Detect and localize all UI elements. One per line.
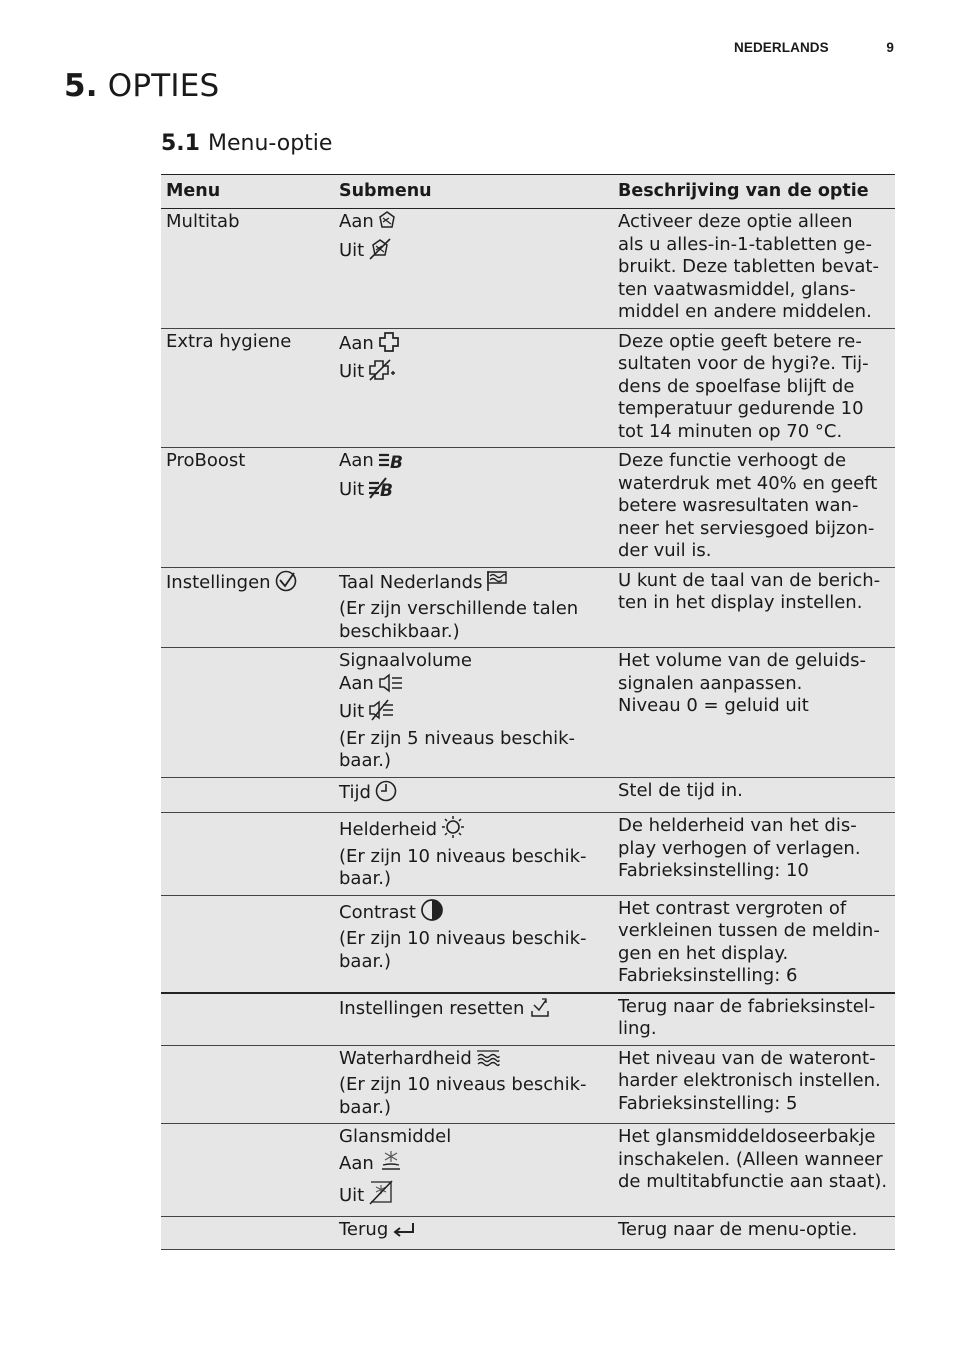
- submenu-cell: [334, 448, 613, 568]
- submenu-text: Instellingen resetten: [339, 997, 525, 1019]
- submenu-text: Signaalvolume: [339, 650, 473, 671]
- description-line: de multitabfunctie aan staat).: [618, 1171, 888, 1192]
- description-line: Fabrieksinstelling: 5: [618, 1092, 798, 1114]
- submenu-text: Aan: [339, 211, 374, 232]
- description-line: betere wasresultaten wan-: [618, 495, 859, 516]
- description-line: Terug naar de fabrieksinstel-: [618, 995, 876, 1017]
- submenu-text: Terug: [339, 1218, 389, 1240]
- description-line: sultaten voor de hygi?e. Tij-: [618, 353, 869, 374]
- table-row: [161, 567, 895, 648]
- submenu-text: (Er zijn 10 niveaus beschik-: [339, 928, 587, 949]
- submenu-line: [339, 450, 608, 477]
- description-line: Terug naar de menu-optie.: [618, 1218, 858, 1240]
- menu-cell: [161, 209, 334, 329]
- menu-label: Instellingen: [166, 571, 271, 593]
- description-line: als u alles-in-1-tabletten ge-: [618, 233, 872, 255]
- submenu-line: [339, 477, 608, 506]
- description-line: tot 14 minuten op 70 °C.: [618, 420, 843, 442]
- submenu-line: [339, 728, 608, 751]
- submenu-text: Aan: [339, 1152, 374, 1174]
- hygiene-on-icon: [378, 331, 400, 360]
- table-row: [161, 1216, 895, 1250]
- description-line: inschakelen. (Alleen wanneer: [618, 1148, 883, 1170]
- language-flag-icon: [486, 570, 508, 599]
- submenu-line: [339, 238, 608, 267]
- submenu-line: [339, 868, 608, 891]
- description-line: bruikt. Deze tabletten bevat-: [618, 256, 879, 277]
- chapter-number: 5.: [64, 68, 98, 104]
- submenu-text: Aan: [339, 332, 374, 354]
- menu-cell: [161, 648, 334, 778]
- reset-icon: [528, 996, 552, 1025]
- menu-cell: [161, 1045, 334, 1124]
- speaker-on-icon: [378, 673, 404, 700]
- submenu-cell: [334, 993, 613, 1046]
- description-line: Het contrast vergroten of: [618, 897, 847, 919]
- submenu-text: baar.): [339, 868, 391, 889]
- description-line: signalen aanpassen.: [618, 672, 803, 694]
- description-cell: [613, 1124, 895, 1217]
- submenu-cell: [334, 777, 613, 813]
- menu-label: Extra hygiene: [166, 330, 292, 352]
- submenu-text: (Er zijn 5 niveaus beschik-: [339, 727, 576, 749]
- submenu-line: [339, 598, 608, 621]
- proboost-on-icon: [378, 450, 408, 477]
- submenu-cell: [334, 895, 613, 993]
- submenu-line: [339, 928, 608, 951]
- multitab-off-icon: [368, 238, 392, 267]
- submenu-line: [339, 359, 608, 388]
- description-line: ling.: [618, 1018, 657, 1039]
- submenu-line: [339, 996, 608, 1025]
- hygiene-off-icon: [368, 359, 396, 388]
- table-row: [161, 1124, 895, 1217]
- submenu-line: [339, 1179, 608, 1212]
- submenu-cell: [334, 1124, 613, 1217]
- section-number: 5.1: [161, 131, 200, 156]
- submenu-line: [339, 570, 608, 599]
- submenu-text: baar.): [339, 750, 391, 771]
- header-language: NEDERLANDS: [734, 40, 829, 55]
- column-header-menu: Menu: [161, 175, 334, 209]
- description-cell: [613, 328, 895, 448]
- submenu-line: [339, 1149, 608, 1180]
- return-arrow-icon: [392, 1221, 416, 1246]
- description-line: neer het serviesgoed bijzon-: [618, 517, 875, 539]
- menu-cell: [161, 777, 334, 813]
- submenu-line: [339, 650, 608, 673]
- description-cell: [613, 448, 895, 568]
- description-line: Deze optie geeft betere re-: [618, 330, 862, 352]
- description-line: play verhogen of verlagen.: [618, 837, 861, 859]
- description-line: Deze functie verhoogt de: [618, 450, 847, 471]
- svg-text:B: B: [380, 480, 394, 499]
- table-row: [161, 328, 895, 448]
- menu-cell: [161, 1124, 334, 1217]
- submenu-text: Helderheid: [339, 819, 438, 840]
- submenu-text: Taal Nederlands: [339, 571, 483, 593]
- submenu-text: Uit: [339, 478, 365, 500]
- table-row: [161, 777, 895, 813]
- description-line: temperatuur gedurende 10: [618, 398, 864, 419]
- submenu-cell: [334, 1216, 613, 1250]
- description-line: dens de spoelfase blijft de: [618, 375, 855, 397]
- submenu-text: Aan: [339, 450, 374, 471]
- submenu-text: Tijd: [339, 781, 371, 803]
- water-hardness-icon: [476, 1048, 500, 1075]
- description-line: ten in het display instellen.: [618, 592, 863, 613]
- submenu-text: beschikbaar.): [339, 620, 460, 642]
- description-cell: [613, 209, 895, 329]
- submenu-line: [339, 621, 608, 644]
- section-title-text: Menu-optie: [207, 131, 333, 156]
- description-cell: [613, 1216, 895, 1250]
- description-line: ten vaatwasmiddel, glans-: [618, 278, 856, 300]
- submenu-text: Uit: [339, 361, 365, 382]
- svg-text:B: B: [389, 453, 403, 470]
- submenu-text: (Er zijn 10 niveaus beschik-: [339, 1074, 587, 1095]
- column-header-description: Beschrijving van de optie: [613, 175, 895, 209]
- description-line: Niveau 0 = geluid uit: [618, 695, 809, 716]
- description-line: der vuil is.: [618, 540, 712, 561]
- submenu-line: [339, 780, 608, 809]
- submenu-text: Uit: [339, 701, 365, 722]
- column-header-submenu: Submenu: [334, 175, 613, 209]
- table-row: [161, 895, 895, 993]
- submenu-text: Uit: [339, 239, 365, 261]
- description-cell: [613, 777, 895, 813]
- table-row: [161, 1045, 895, 1124]
- chapter-title: [64, 68, 219, 104]
- description-line: Stel de tijd in.: [618, 779, 743, 801]
- submenu-line: [339, 1097, 608, 1120]
- table-row: [161, 993, 895, 1046]
- submenu-line: [339, 673, 608, 700]
- submenu-line: [339, 951, 608, 974]
- menu-cell: [161, 448, 334, 568]
- submenu-line: [339, 1126, 608, 1149]
- submenu-line: [339, 846, 608, 869]
- submenu-text: Uit: [339, 1185, 365, 1206]
- menu-label: ProBoost: [166, 450, 246, 471]
- submenu-line: [339, 750, 608, 773]
- submenu-text: Aan: [339, 672, 374, 694]
- description-line: middel en andere middelen.: [618, 301, 872, 322]
- submenu-line: [339, 1219, 608, 1246]
- menu-cell: [161, 328, 334, 448]
- speaker-off-icon: [368, 699, 396, 728]
- submenu-line: [339, 699, 608, 728]
- submenu-line: [339, 1048, 608, 1075]
- description-line: Het volume van de geluids-: [618, 650, 867, 671]
- contrast-icon: [420, 898, 444, 929]
- submenu-line: [339, 815, 608, 846]
- description-cell: [613, 648, 895, 778]
- description-cell: [613, 813, 895, 896]
- description-cell: [613, 993, 895, 1046]
- chapter-title-text: OPTIES: [107, 68, 220, 104]
- submenu-cell: [334, 1045, 613, 1124]
- submenu-cell: [334, 328, 613, 448]
- options-table: [161, 174, 895, 1250]
- table-row: [161, 648, 895, 778]
- description-line: De helderheid van het dis-: [618, 815, 857, 836]
- submenu-line: [339, 331, 608, 360]
- description-cell: [613, 567, 895, 648]
- table-row: [161, 448, 895, 568]
- menu-cell: [161, 895, 334, 993]
- description-line: Fabrieksinstelling: 6: [618, 965, 798, 986]
- clock-icon: [375, 780, 397, 809]
- description-line: U kunt de taal van de berich-: [618, 569, 881, 591]
- menu-cell: [161, 813, 334, 896]
- description-line: verkleinen tussen de meldin-: [618, 920, 880, 941]
- table-row: [161, 813, 895, 896]
- description-line: Fabrieksinstelling: 10: [618, 860, 809, 881]
- rinse-aid-off-icon: [368, 1179, 394, 1212]
- table-row: [161, 209, 895, 329]
- settings-check-icon: [275, 570, 297, 599]
- page-number: 9: [886, 40, 894, 55]
- description-line: Het niveau van de wateront-: [618, 1047, 876, 1069]
- submenu-text: (Er zijn verschillende talen: [339, 598, 579, 619]
- submenu-cell: [334, 209, 613, 329]
- submenu-line: [339, 1074, 608, 1097]
- rinse-aid-on-icon: [378, 1149, 404, 1180]
- submenu-text: Contrast: [339, 901, 416, 923]
- submenu-cell: [334, 648, 613, 778]
- submenu-text: Waterhardheid: [339, 1047, 472, 1069]
- description-line: harder elektronisch instellen.: [618, 1070, 881, 1091]
- description-line: Activeer deze optie alleen: [618, 211, 853, 232]
- submenu-text: baar.): [339, 950, 391, 972]
- table-header-row: [161, 175, 895, 209]
- submenu-text: (Er zijn 10 niveaus beschik-: [339, 845, 587, 867]
- menu-cell: [161, 993, 334, 1046]
- description-cell: [613, 1045, 895, 1124]
- submenu-text: baar.): [339, 1096, 391, 1118]
- description-line: waterdruk met 40% en geeft: [618, 472, 878, 494]
- menu-cell: [161, 567, 334, 648]
- submenu-text: Glansmiddel: [339, 1126, 452, 1147]
- proboost-off-icon: [368, 477, 398, 506]
- submenu-line: [339, 898, 608, 929]
- running-header: [734, 40, 894, 55]
- description-cell: [613, 895, 895, 993]
- multitab-on-icon: [378, 211, 396, 238]
- submenu-cell: [334, 567, 613, 648]
- submenu-cell: [334, 813, 613, 896]
- submenu-line: [339, 211, 608, 238]
- menu-label: Multitab: [166, 211, 240, 232]
- description-line: gen en het display.: [618, 942, 789, 964]
- menu-cell: [161, 1216, 334, 1250]
- description-line: Het glansmiddeldoseerbakje: [618, 1126, 876, 1147]
- brightness-sun-icon: [441, 815, 465, 846]
- section-title: [161, 131, 332, 156]
